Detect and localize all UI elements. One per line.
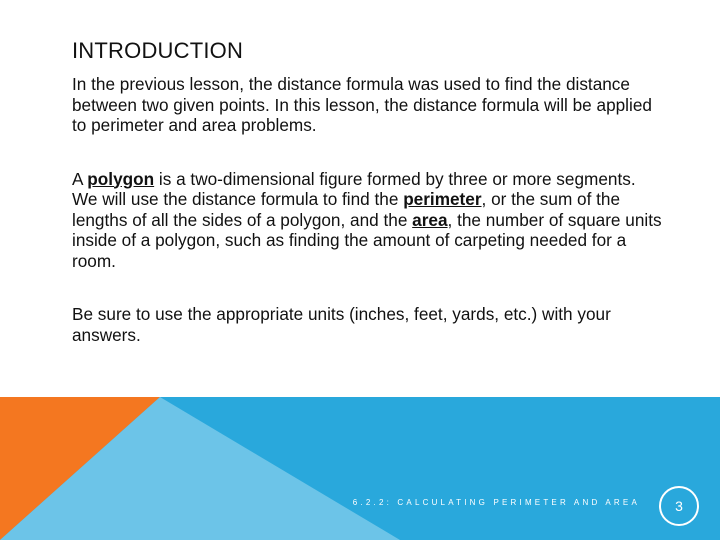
term-polygon: polygon (87, 168, 155, 189)
footer-title: 6.2.2: CALCULATING PERIMETER AND AREA (352, 498, 640, 507)
text-segment: , or the sum of the lengths of all the sides of a polygon, and the (72, 189, 621, 230)
text-segment: , the number of square units inside of a polygon, such as finding the amount of carpeting needed for a room. (72, 209, 662, 271)
term-area: area (412, 209, 448, 230)
text-segment: A (72, 168, 88, 189)
text-segment: is a two-dimensional figure formed by three or more segments. We will use the distance formula to find the (72, 168, 636, 209)
footer-band (0, 397, 720, 540)
slide-content (72, 74, 662, 345)
slide-title: INTRODUCTION (72, 38, 244, 63)
page-number: 3 (675, 498, 683, 514)
footer-shapes (0, 397, 720, 540)
paragraph-units: Be sure to use the appropriate units (inches, feet, yards, etc.) with your answers. (72, 304, 611, 345)
paragraph-intro: In the previous lesson, the distance formula was used to find the distance between two given points. In this lesson, the distance formula will be applied to perimeter and area problems. (72, 74, 652, 135)
page-number-badge (659, 486, 699, 526)
term-perimeter: perimeter (403, 189, 482, 209)
paragraph-definitions (72, 169, 662, 272)
